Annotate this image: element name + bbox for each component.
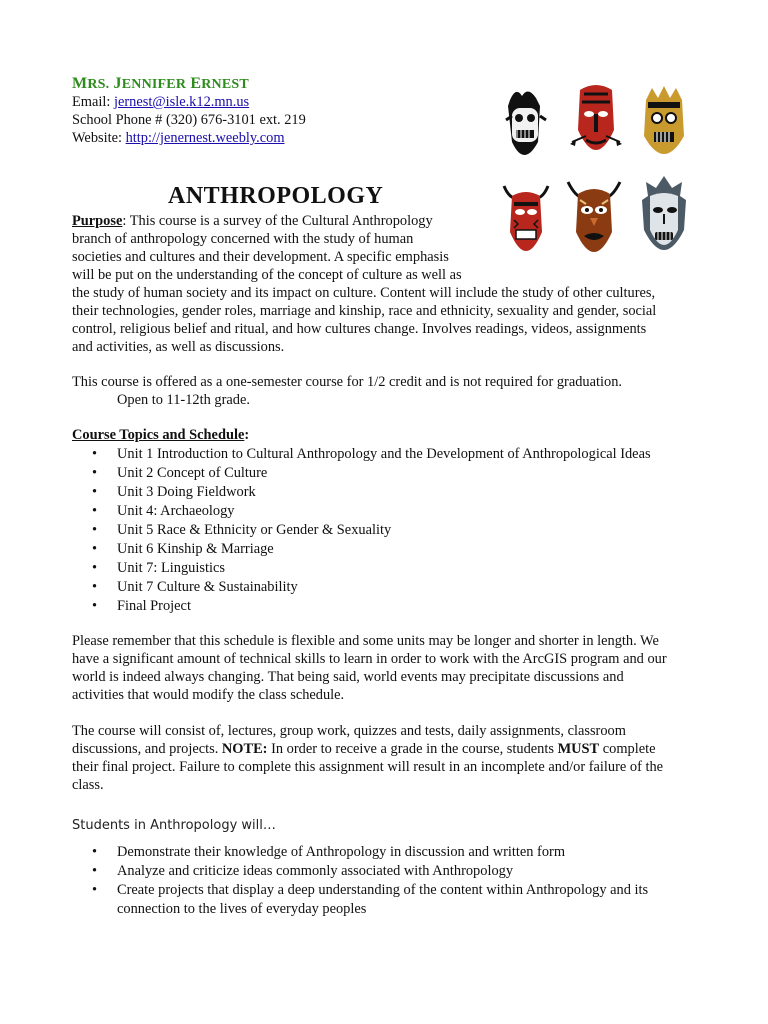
schedule-list xyxy=(72,445,651,616)
course-consists-line-4: class. xyxy=(72,777,104,793)
list-item: • Demonstrate their knowledge of Anthropology in discussion and written form xyxy=(72,843,648,862)
grade-line: Open to 11-12th grade. xyxy=(117,392,250,408)
list-item: • Unit 3 Doing Fieldwork xyxy=(72,483,651,502)
purpose-line-7: control, religious belief and ritual, and how cultures change. Involves readings, videos, assignments xyxy=(72,321,647,337)
phone-line: School Phone # (320) 676-3101 ext. 219 xyxy=(72,112,306,128)
flex-note-line-3: world is indeed always changing. That being said, world events may precipitate discussions and xyxy=(72,669,624,685)
purpose-line-2: branch of anthropology concerned with the study of human xyxy=(72,231,414,247)
mask-icon-1 xyxy=(506,91,546,155)
list-item: • Unit 6 Kinship & Marriage xyxy=(72,540,651,559)
website-line: Website: http://jenernest.weebly.com xyxy=(72,130,285,146)
purpose-line-8: and activities, as well as discussions. xyxy=(72,339,285,355)
list-item: • Unit 1 Introduction to Cultural Anthropology and the Development of Anthropological Ideas xyxy=(72,445,651,464)
mask-icon-5 xyxy=(568,182,620,252)
flex-note-line-1: Please remember that this schedule is flexible and some units may be longer and shorter in length. We xyxy=(72,633,659,649)
purpose-line-3: societies and cultures and their development. A specific emphasis xyxy=(72,249,449,265)
teacher-name: MRS. JENNIFER ERNEST xyxy=(72,75,249,92)
email-link[interactable]: jernest@isle.k12.mn.us xyxy=(113,94,250,110)
flex-note-line-4: activities that would modify the class schedule. xyxy=(72,687,345,703)
website-link[interactable]: http://jenernest.weebly.com xyxy=(125,130,285,146)
purpose-line-6: their technologies, gender roles, marriage and kinship, race and ethnicity, sexuality and gender, social xyxy=(72,303,657,319)
outcome-3-continuation: connection to the lives of everyday peoples xyxy=(117,901,367,917)
list-item: • Unit 7: Linguistics xyxy=(72,559,651,578)
tribal-masks-illustration xyxy=(494,80,708,270)
list-item: • Unit 5 Race & Ethnicity or Gender & Sexuality xyxy=(72,521,651,540)
list-item: • Final Project xyxy=(72,597,651,616)
flex-note-line-2: have a significant amount of technical skills to learn in order to work with the ArcGIS program and our xyxy=(72,651,667,667)
schedule-heading: Course Topics and Schedule: xyxy=(72,427,250,443)
list-item: • Unit 4: Archaeology xyxy=(72,502,651,521)
purpose-label: Purpose xyxy=(72,213,123,229)
list-item: • Analyze and criticize ideas commonly associated with Anthropology xyxy=(72,862,648,881)
mask-icon-4 xyxy=(504,186,548,251)
course-consists-line-3: their final project. Failure to complete this assignment will result in an incomplete and/or failure of the xyxy=(72,759,664,775)
mask-icon-3 xyxy=(644,86,684,154)
page-title: ANTHROPOLOGY xyxy=(168,183,384,209)
purpose-line-1: Purpose: This course is a survey of the Cultural Anthropology xyxy=(72,213,433,229)
purpose-line-5: the study of human society and its impact on culture. Content will include the study of other cultures, xyxy=(72,285,656,301)
email-line: Email: jernest@isle.k12.mn.us xyxy=(72,94,250,110)
list-item: • Unit 2 Concept of Culture xyxy=(72,464,651,483)
course-consists-line-2: discussions, and projects. NOTE: In order to receive a grade in the course, students MUST complete xyxy=(72,741,656,757)
course-consists-line-1: The course will consist of, lectures, group work, quizzes and tests, daily assignments, classroom xyxy=(72,723,626,739)
outcomes-intro: Students in Anthropology will… xyxy=(72,818,276,833)
list-item: • Create projects that display a deep understanding of the content within Anthropology and its xyxy=(72,881,648,900)
purpose-line-4: will be put on the understanding of the concept of culture as well as xyxy=(72,267,462,283)
mask-icon-6 xyxy=(642,176,686,250)
offering-line: This course is offered as a one-semester course for 1/2 credit and is not required for graduation. xyxy=(72,374,622,390)
outcomes-list xyxy=(72,843,648,900)
mask-icon-2 xyxy=(570,85,622,150)
list-item: • Unit 7 Culture & Sustainability xyxy=(72,578,651,597)
